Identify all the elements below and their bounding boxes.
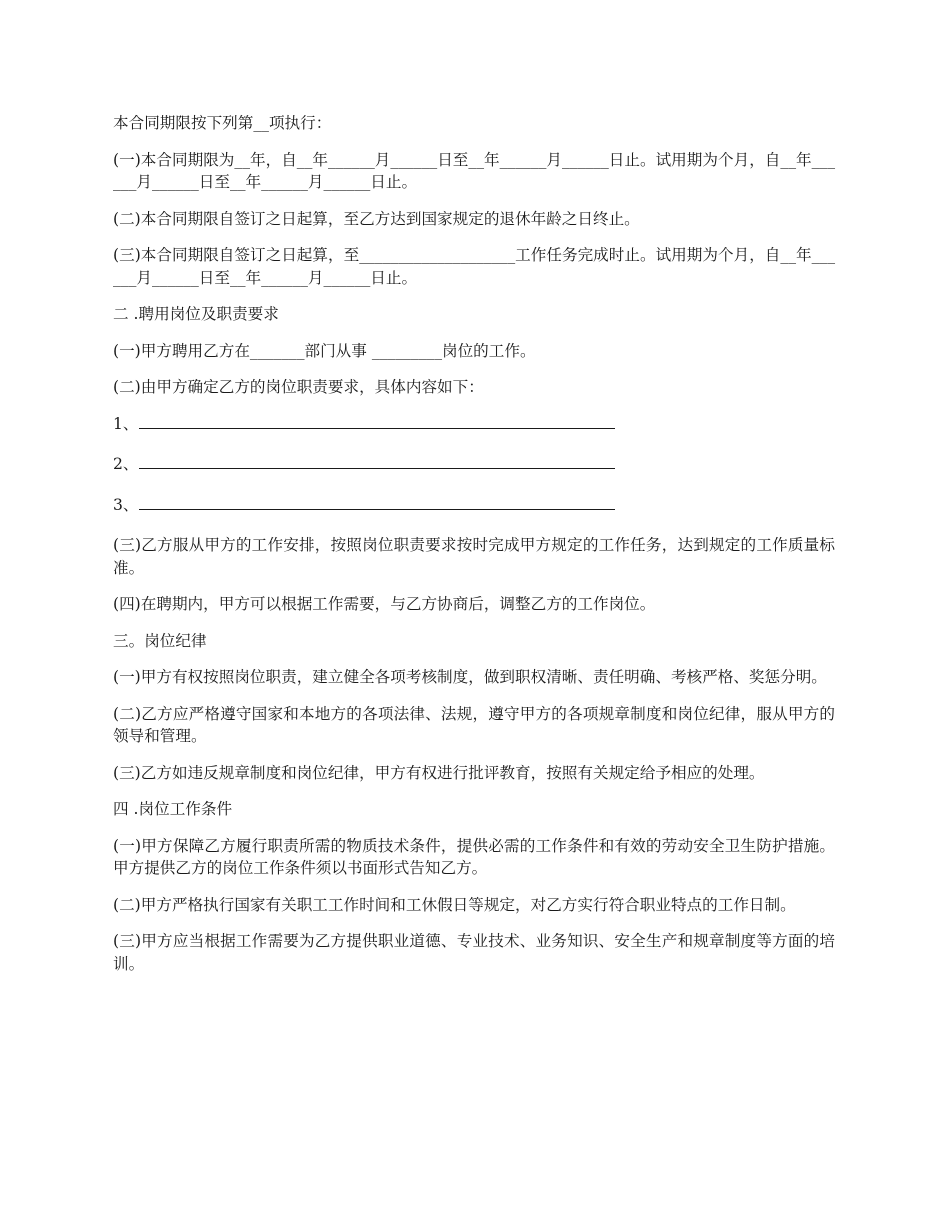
duty-blank-line bbox=[139, 413, 615, 429]
duty-line-2 bbox=[113, 453, 835, 476]
position-clause-1: (一)甲方聘用乙方在_______部门从事 _________岗位的工作。 bbox=[113, 341, 536, 360]
conditions-clause-1: (一)甲方保障乙方履行职责所需的物质技术条件，提供必需的工作条件和有效的劳动安全卫生防护措施。甲方提供乙方的岗位工作条件须以书面形式告知乙方。 bbox=[113, 836, 835, 877]
position-clause-2: (二)由甲方确定乙方的岗位职责要求，具体内容如下： bbox=[113, 378, 484, 396]
duty-line-3 bbox=[113, 494, 835, 517]
duty-line-number: 1、 bbox=[113, 414, 139, 433]
discipline-clause-1: (一)甲方有权按照岗位职责，建立健全各项考核制度，做到职权清晰、责任明确、考核严格、奖惩分明。 bbox=[113, 668, 827, 686]
conditions-clause-3: (三)甲方应当根据工作需要为乙方提供职业道德、专业技术、业务知识、安全生产和规章制度等方面的培训。 bbox=[113, 932, 835, 973]
term-option-1: (一)本合同期限为__年，自__年______月______日至__年______月______日止。试用期为个月，自__年______月______日至__年______月______日止。 bbox=[113, 150, 835, 191]
duty-line-number: 2、 bbox=[113, 455, 139, 473]
duty-blank-line bbox=[139, 494, 615, 510]
position-clause-3: (三)乙方服从甲方的工作安排，按照岗位职责要求按时完成甲方规定的工作任务，达到规定的工作质量标准。 bbox=[113, 536, 835, 577]
discipline-clause-2: (二)乙方应严格遵守国家和本地方的各项法律、法规，遵守甲方的各项规章制度和岗位纪律，服从甲方的领导和管理。 bbox=[113, 704, 835, 745]
section-heading-2: 二 .聘用岗位及职责要求 bbox=[113, 305, 279, 323]
section-heading-3: 三。岗位纪律 bbox=[113, 631, 207, 650]
duty-blank-line bbox=[139, 453, 615, 469]
term-option-3: (三)本合同期限自签订之日起算，至____________________工作任务完成时止。试用期为个月，自__年______月______日至__年______月______日止。 bbox=[113, 246, 835, 287]
term-option-2: (二)本合同期限自签订之日起算，至乙方达到国家规定的退休年龄之日终止。 bbox=[113, 209, 640, 228]
discipline-clause-3: (三)乙方如违反规章制度和岗位纪律，甲方有权进行批评教育，按照有关规定给予相应的处理。 bbox=[113, 763, 765, 782]
term-intro: 本合同期限按下列第__项执行： bbox=[113, 114, 332, 132]
duty-line-number: 3、 bbox=[113, 495, 139, 514]
duty-line-1 bbox=[113, 413, 835, 436]
section-heading-4: 四 .岗位工作条件 bbox=[113, 800, 233, 818]
conditions-clause-2: (二)甲方严格执行国家有关职工工作时间和工休假日等规定，对乙方实行符合职业特点的工作日制。 bbox=[113, 895, 796, 914]
document-body bbox=[113, 112, 835, 989]
position-clause-4: (四)在聘期内，甲方可以根据工作需要，与乙方协商后，调整乙方的工作岗位。 bbox=[113, 595, 656, 613]
